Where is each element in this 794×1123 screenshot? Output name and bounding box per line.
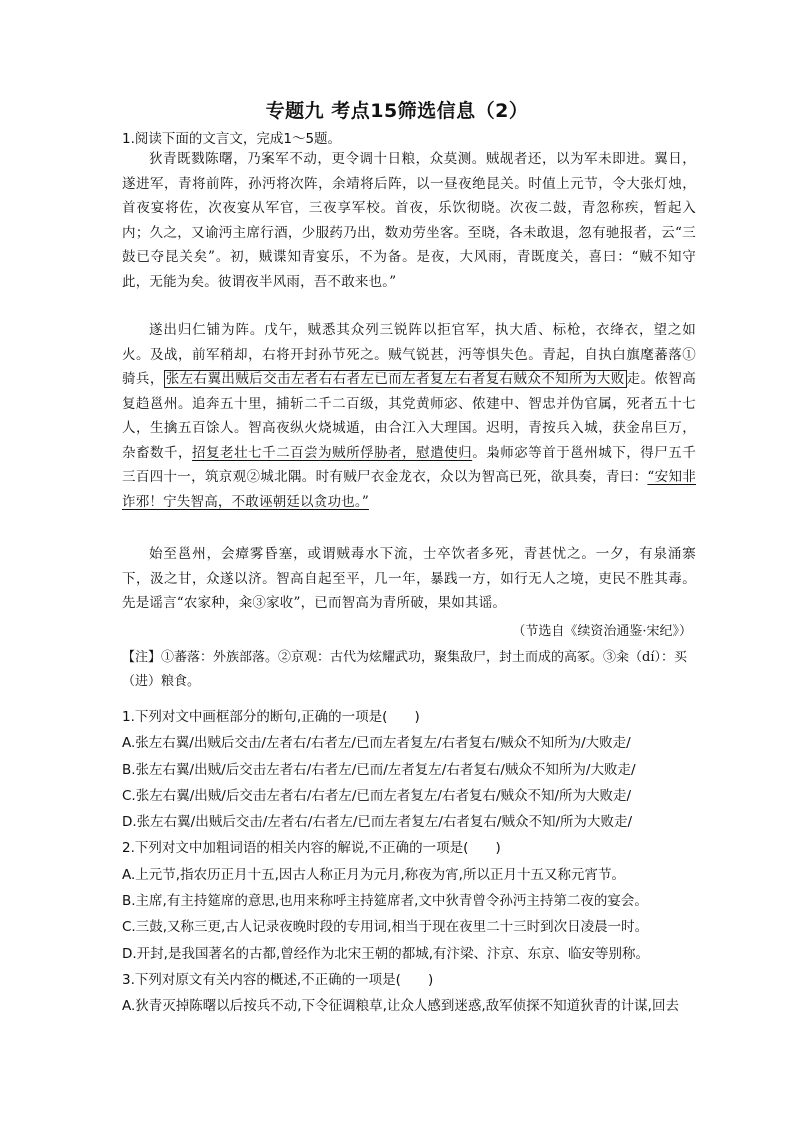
option-2d: D.开封,是我国著名的古都,曾经作为北宋王朝的都城,有汴梁、汴京、东京、临安等别称。 — [122, 945, 650, 962]
option-2a: A.上元节,指农历正月十五,因古人称正月为元月,称夜为宵,所以正月十五又称元宵节。 — [122, 866, 625, 883]
footnote: 【注】①蕃落：外族部落。②京观：古代为炫耀武功，聚集敌尸，封土而成的高冢。③籴（dí）：买（进）粮食。 — [122, 650, 687, 689]
passage-text-1: 狄青既戮陈曙，乃案军不动，更令调十日粮，众莫测。贼觇者还，以为军未即进。翼日，遂进军，青将前阵，孙沔将次阵，余靖将后阵，以一昼夜绝昆关。时值上元节，令大张灯烛，首夜宴将佐，次夜宴从军官，三夜享军校。首夜，乐饮彻晓。次夜二鼓，青忽称疾，暂起入内；久之，又谕沔主席行酒，少服药乃出，数劝劳坐客。至晓，各未敢退，忽有驰报者，云“三鼓已夺昆关矣”。初，贼谍知青宴乐，不为备。是夜，大风雨，青既度关，喜曰：“贼不知守此，无能为矣。彼谓夜半风雨，吾不敢来也。” — [122, 151, 696, 290]
option-1c: C.张左右翼/出贼/后交击左者右/右者左/已而左者复左/右者复右/贼众不知/所为大败走/ — [122, 787, 632, 804]
passage-paragraph-2 — [122, 318, 696, 514]
option-2b: B.主席,有主持筵席的意思,也用来称呼主持筵席者,文中狄青曾令孙沔主持第二夜的宴会。 — [122, 893, 648, 910]
passage-text-2a: 遂出归仁铺为阵。戊午，贼悉其众列三锐阵以拒官军，执大盾、标枪，衣绛衣，望之如火。及战，前军稍却，右将开封孙节死之。贼气锐甚，沔等惧失色。青起，自执白旗麾蕃落①骑兵， — [122, 322, 696, 387]
question-2: 2.下列对文中加粗词语的相关内容的解说,不正确的一项是( ) — [122, 840, 501, 857]
passage-text-2b: 走。侬智高复趋邕州。追奔五十里，捕斩二千二百级，其党黄师宓、侬建中、智忠并伪官属，死者五十七人，生擒五百馀人。智高夜纵火烧城遁，由合江入大理国。迟明，青按兵入城，获金帛巨万，杂畜数千， — [122, 371, 696, 461]
source-citation: （节选自《续资治通鉴·宋纪》） — [512, 624, 692, 639]
question-intro: 1.阅读下面的文言文，完成1～5题。 — [122, 131, 342, 147]
passage-text-3: 始至邕州，会瘴雾昏塞，或谓贼毒水下流，士卒饮者多死，青甚忧之。一夕，有泉涌寨下，汲之甘，众遂以济。智高自起至平，几一年，暴践一方，如行无人之境，吏民不胜其毒。先是谣言“农家种，籴③家收”，已而智高为青所破，果如其谣。 — [122, 546, 696, 611]
question-list — [122, 704, 702, 1020]
passage-paragraph-3 — [122, 542, 696, 616]
passage-paragraph-1 — [122, 147, 696, 294]
option-1a: A.张左右翼/出贼后交击/左者右/右者左/已而左者复左/右者复右/贼众不知所为/大败走/ — [122, 735, 631, 752]
passage-text-2 — [122, 318, 696, 514]
option-3a: A.狄青灭掉陈曙以后按兵不动,下令征调粮草,让众人感到迷惑,敌军侦探不知道狄青的计谋,回去 — [122, 998, 679, 1015]
option-2c: C.三鼓,又称三更,古人记录夜晚时段的专用词,相当于现在夜里二十三时到次日凌晨一时。 — [122, 919, 649, 936]
question-1: 1.下列对文中画框部分的断句,正确的一项是( ) — [122, 709, 420, 725]
option-1b: B.张左右翼/出贼/后交击左者右/右者左/已而/左者复左/右者复右/贼众不知所为/大败走/ — [122, 761, 636, 778]
passage-text-2c: 。枭师宓等首于邕州城下，得尸五千三百四十一，筑京观②城北隅。时有贼尸衣金龙衣，众以为智高已死，欲具奏，青曰： — [122, 444, 697, 485]
boxed-passage: 张左右翼出贼后交击左者右右者左已而左者复左右者复右贼众不知所为大败 — [165, 371, 625, 387]
option-1d: D.张左右翼/出贼后交击/左者右/右者左/已而左者复左/右者复右/贼众不知/所为大败走/ — [122, 814, 633, 831]
question-3: 3.下列对原文有关内容的概述,不正确的一项是( ) — [122, 971, 434, 988]
underlined-sentence-1: 招复老壮七千二百尝为贼所俘胁者，慰遣使归 — [192, 444, 473, 461]
underlined-sentence-2: “安知非诈邪！宁失智高，不敢诬朝廷以贪功也。” — [122, 469, 696, 510]
page-title: 专题九 考点15筛选信息（2） — [265, 100, 529, 122]
